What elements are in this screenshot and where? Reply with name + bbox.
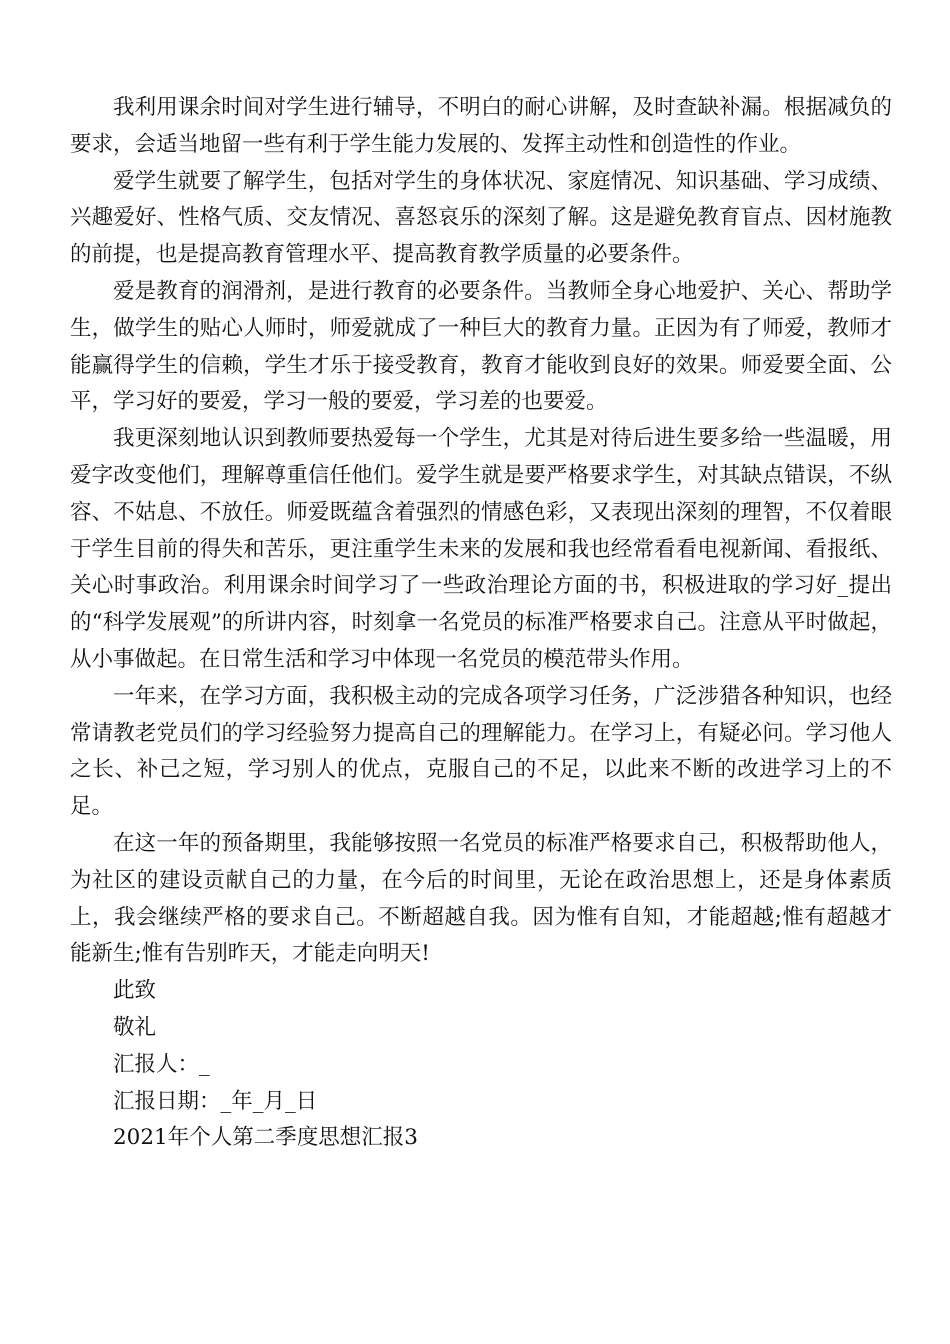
reporter-line: 汇报人：_: [113, 1051, 210, 1077]
document-page: [70, 90, 892, 1157]
body-paragraph: 一年来，在学习方面，我积极主动的完成各项学习任务，广泛涉猎各种知识，也经常请教老党员们的学习经验努力提高自己的理解能力。在学习上，有疑必问。学习他人之长、补己之短，学习别人的优点，克服自己的不足，以此来不断的改进学习上的不足。: [70, 683, 892, 820]
closing-regards: 敬礼: [113, 1014, 157, 1040]
body-paragraph: 我更深刻地认识到教师要热爱每一个学生，尤其是对待后进生要多给一些温暖，用爱字改变他们，理解尊重信任他们。爱学生就是要严格要求学生，对其缺点错误，不纵容、不姑息、不放任。师爱既蕴含着强烈的情感色彩，又表现出深刻的理智，不仅着眼于学生目前的得失和苦乐，更注重学生未来的发展和我也经常看看电视新闻、看报纸、关心时事政治。利用课余时间学习了一些政治理论方面的书，积极进取的学习好_提出的“科学发展观”的所讲内容，时刻拿一名党员的标准严格要求自己。注意从平时做起，从小事做起。在日常生活和学习中体现一名党员的模范带头作用。: [70, 426, 892, 672]
report-date-line: 汇报日期：_年_月_日: [113, 1088, 318, 1114]
closing-salutation: 此致: [113, 978, 157, 1004]
body-paragraph: 我利用课余时间对学生进行辅导，不明白的耐心讲解，及时查缺补漏。根据减负的要求，会适当地留一些有利于学生能力发展的、发挥主动性和创造性的作业。: [70, 95, 892, 157]
body-paragraph: 爱学生就要了解学生，包括对学生的身体状况、家庭情况、知识基础、学习成绩、兴趣爱好、性格气质、交友情况、喜怒哀乐的深刻了解。这是避免教育盲点、因材施教的前提，也是提高教育管理水平、提高教育教学质量的必要条件。: [70, 168, 892, 268]
body-paragraph: 在这一年的预备期里，我能够按照一名党员的标准严格要求自己，积极帮助他人，为社区的建设贡献自己的力量，在今后的时间里，无论在政治思想上，还是身体素质上，我会继续严格的要求自己。不断超越自我。因为惟有自知，才能超越;惟有超越才能新生;惟有告别昨天，才能走向明天!: [70, 830, 892, 967]
next-section-title: 2021年个人第二季度思想汇报3: [113, 1125, 418, 1151]
body-paragraph: 爱是教育的润滑剂，是进行教育的必要条件。当教师全身心地爱护、关心、帮助学生，做学生的贴心人师时，师爱就成了一种巨大的教育力量。正因为有了师爱，教师才能赢得学生的信赖，学生才乐于接受教育，教育才能收到良好的效果。师爱要全面、公平，学习好的要爱，学习一般的要爱，学习差的也要爱。: [70, 278, 892, 415]
